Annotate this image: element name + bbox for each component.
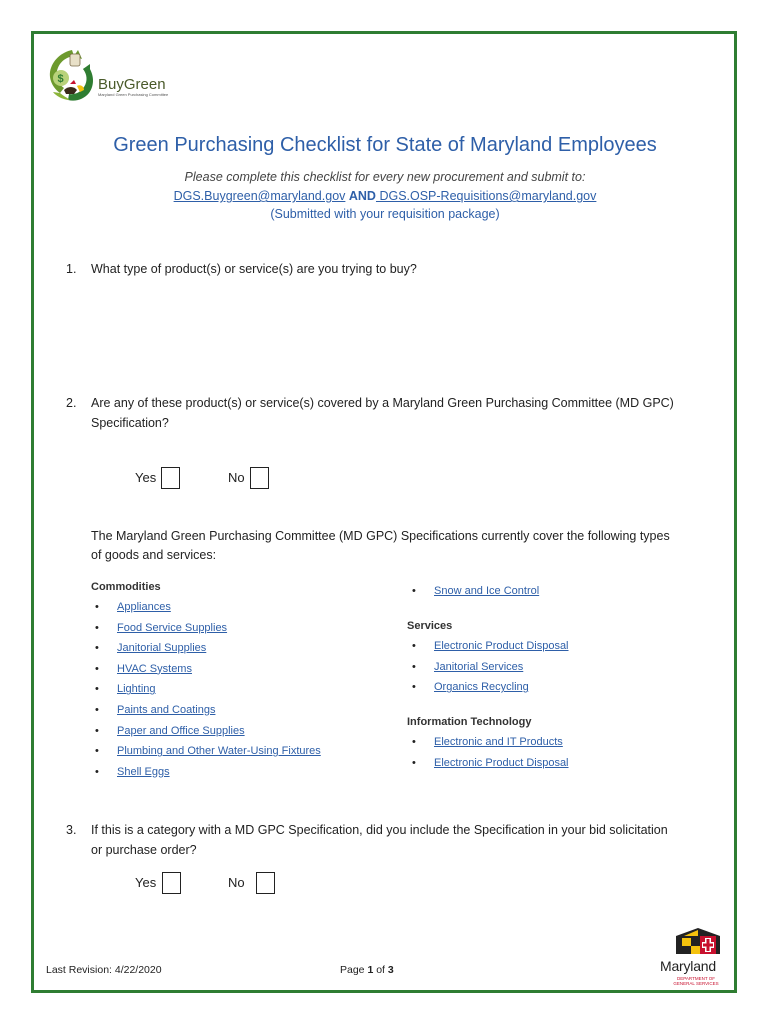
commodity-item[interactable]: • Appliances (95, 601, 171, 613)
submit-emails (0, 189, 770, 203)
svg-text:$: $ (57, 73, 64, 85)
maryland-flag-icon (668, 924, 728, 958)
commodity-item[interactable]: • Snow and Ice Control (412, 585, 540, 597)
q3-no-checkbox[interactable] (256, 872, 275, 894)
email-link-buygreen[interactable]: DGS.Buygreen@maryland.gov (173, 189, 346, 203)
question-text: What type of product(s) or service(s) are you trying to buy? (91, 262, 417, 276)
commodity-item[interactable]: • Plumbing and Other Water-Using Fixtures (95, 745, 321, 758)
submission-note: (Submitted with your requisition package) (270, 207, 500, 221)
services-list (412, 640, 569, 702)
and-label: AND (348, 189, 376, 203)
q2-no-label: No (228, 470, 245, 485)
q2-no-checkbox[interactable] (250, 467, 269, 489)
email-link-requisitions[interactable]: DGS.OSP-Requisitions@maryland.gov (375, 189, 597, 203)
question-number: 1. (66, 262, 77, 276)
commodities-heading: Commodities (91, 581, 161, 593)
commodity-item[interactable]: • HVAC Systems (95, 662, 192, 675)
service-item[interactable]: • Electronic Product Disposal (412, 640, 569, 652)
commodity-item[interactable]: • Paper and Office Supplies (95, 724, 245, 737)
maryland-wordmark: Maryland (660, 958, 716, 974)
it-item[interactable]: • Electronic and IT Products (412, 736, 563, 748)
commodities-list (95, 601, 321, 786)
commodity-item[interactable]: • Paints and Coatings (95, 703, 216, 716)
specs-paragraph: The Maryland Green Purchasing Committee (MD GPC) Specifications currently cover the following types of goods and services: (91, 529, 670, 562)
service-item[interactable]: • Janitorial Services (412, 660, 524, 673)
q3-no-label: No (228, 875, 245, 890)
commodity-item[interactable]: • Janitorial Supplies (95, 642, 207, 655)
question-number: 3. (66, 823, 77, 837)
commodity-item[interactable]: • Shell Eggs (95, 765, 170, 778)
services-heading: Services (407, 620, 453, 632)
it-item[interactable]: • Electronic Product Disposal (412, 756, 569, 769)
q2-yes-label: Yes (135, 470, 157, 485)
commodity-item[interactable]: • Lighting (95, 683, 156, 696)
instruction-text: Please complete this checklist for every new procurement and submit to: (184, 170, 586, 184)
question-text: Are any of these product(s) or service(s) covered by a Maryland Green Purchasing Committee (MD GPC) Specification? (91, 396, 674, 430)
service-item[interactable]: • Organics Recycling (412, 681, 529, 694)
last-revision: Last Revision: 4/22/2020 (46, 964, 162, 976)
question-number: 2. (66, 396, 77, 410)
logo-tagline: Maryland Green Purchasing Committee (98, 92, 169, 97)
it-list (412, 736, 569, 777)
page-title: Green Purchasing Checklist for State of Maryland Employees (113, 134, 657, 156)
page-number: Page 1 of 3 (340, 964, 394, 976)
q2-yes-checkbox[interactable] (161, 467, 180, 489)
q3-yes-label: Yes (135, 875, 157, 890)
logo-brand: BuyGreen (98, 76, 166, 93)
q3-yes-checkbox[interactable] (162, 872, 181, 894)
question-text: If this is a category with a MD GPC Specification, did you include the Specification in your bid solicitation or purchase order? (91, 823, 668, 857)
it-heading: Information Technology (407, 716, 532, 728)
commodity-item[interactable]: • Food Service Supplies (95, 621, 228, 634)
dgs-subtitle: DEPARTMENT OF GENERAL SERVICES (673, 976, 719, 986)
commodities-cont-list (412, 585, 540, 606)
